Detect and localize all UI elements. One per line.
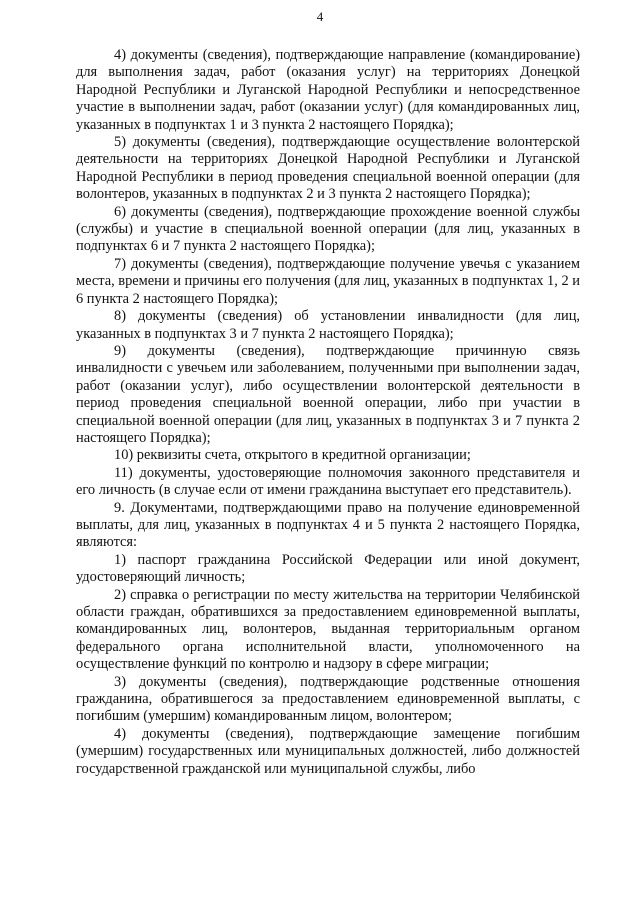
paragraph-item-11-representative-docs: 11) документы, удостоверяющие полномочия законного представителя и его личность (в случае если от имени гражданина выступает его представитель). bbox=[76, 464, 580, 499]
paragraph-item-5-volunteer-docs: 5) документы (сведения), подтверждающие осуществление волонтерской деятельности на территориях Донецкой Народной Республики и Луганской Народной Республики в период проведения специальной военной операции (для волонтеров, указанных в подпунктах 2 и 3 пункта 2 настоящего Порядка); bbox=[76, 134, 580, 203]
paragraph-item-2-registration-certificate: 2) справка о регистрации по месту жительства на территории Челябинской области граждан, обратившихся за предоставлением единовременной выплаты, командированных лиц, волонтеров, выданная территориальным органом федерального органа исполнительной власти, уполномоченного на осуществление функций по контролю и надзору в сфере миграции; bbox=[76, 586, 580, 673]
paragraph-item-4-position-docs: 4) документы (сведения), подтверждающие замещение погибшим (умершим) государственных или муниципальных должностей, либо должностей государственной гражданской или муниципальной службы, либо bbox=[76, 725, 580, 777]
paragraph-item-6-military-service-docs: 6) документы (сведения), подтверждающие прохождение военной службы (службы) и участие в специальной военной операции (для лиц, указанных в подпунктах 6 и 7 пункта 2 настоящего Порядка); bbox=[76, 203, 580, 255]
paragraph-item-9-causal-link-docs: 9) документы (сведения), подтверждающие причинную связь инвалидности с увечьем или заболеванием, полученными при выполнении задач, работ (оказании услуг), либо осуществлении волонтерской деятельности в период проведения специальной военной операции, либо при участии в специальной военной операции (для лиц, указанных в подпунктах 3 и 7 пункта 2 настоящего Порядка); bbox=[76, 342, 580, 446]
document-body bbox=[76, 47, 580, 778]
paragraph-item-10-bank-details: 10) реквизиты счета, открытого в кредитной организации; bbox=[114, 447, 471, 464]
paragraph-item-7-injury-docs: 7) документы (сведения), подтверждающие получение увечья с указанием места, времени и причины его получения (для лиц, указанных в подпунктах 1, 2 и 6 пункта 2 настоящего Порядка); bbox=[76, 255, 580, 307]
paragraph-section-9-heading: 9. Документами, подтверждающими право на получение единовременной выплаты, для лиц, указанных в подпунктах 4 и 5 пункта 2 настоящего Порядка, являются: bbox=[76, 499, 580, 551]
page-number: 4 bbox=[316, 9, 324, 24]
paragraph-item-3-kinship-docs: 3) документы (сведения), подтверждающие родственные отношения гражданина, обратившегося за предоставлением единовременной выплаты, с погибшим (умершим) командированным лицом, волонтером; bbox=[76, 673, 580, 725]
paragraph-item-4-command-docs: 4) документы (сведения), подтверждающие направление (командирование) для выполнения задач, работ (оказания услуг) на территориях Донецкой Народной Республики и Луганской Народной Республики и непосредственное участие в выполнении задач, работ (оказании услуг) (для командированных лиц, указанных в подпунктах 1 и 3 пункта 2 настоящего Порядка); bbox=[76, 47, 580, 133]
paragraph-item-8-disability-docs: 8) документы (сведения) об установлении инвалидности (для лиц, указанных в подпунктах 3 и 7 пункта 2 настоящего Порядка); bbox=[76, 308, 580, 342]
paragraph-item-1-passport: 1) паспорт гражданина Российской Федерации или иной документ, удостоверяющий личность; bbox=[76, 551, 580, 586]
